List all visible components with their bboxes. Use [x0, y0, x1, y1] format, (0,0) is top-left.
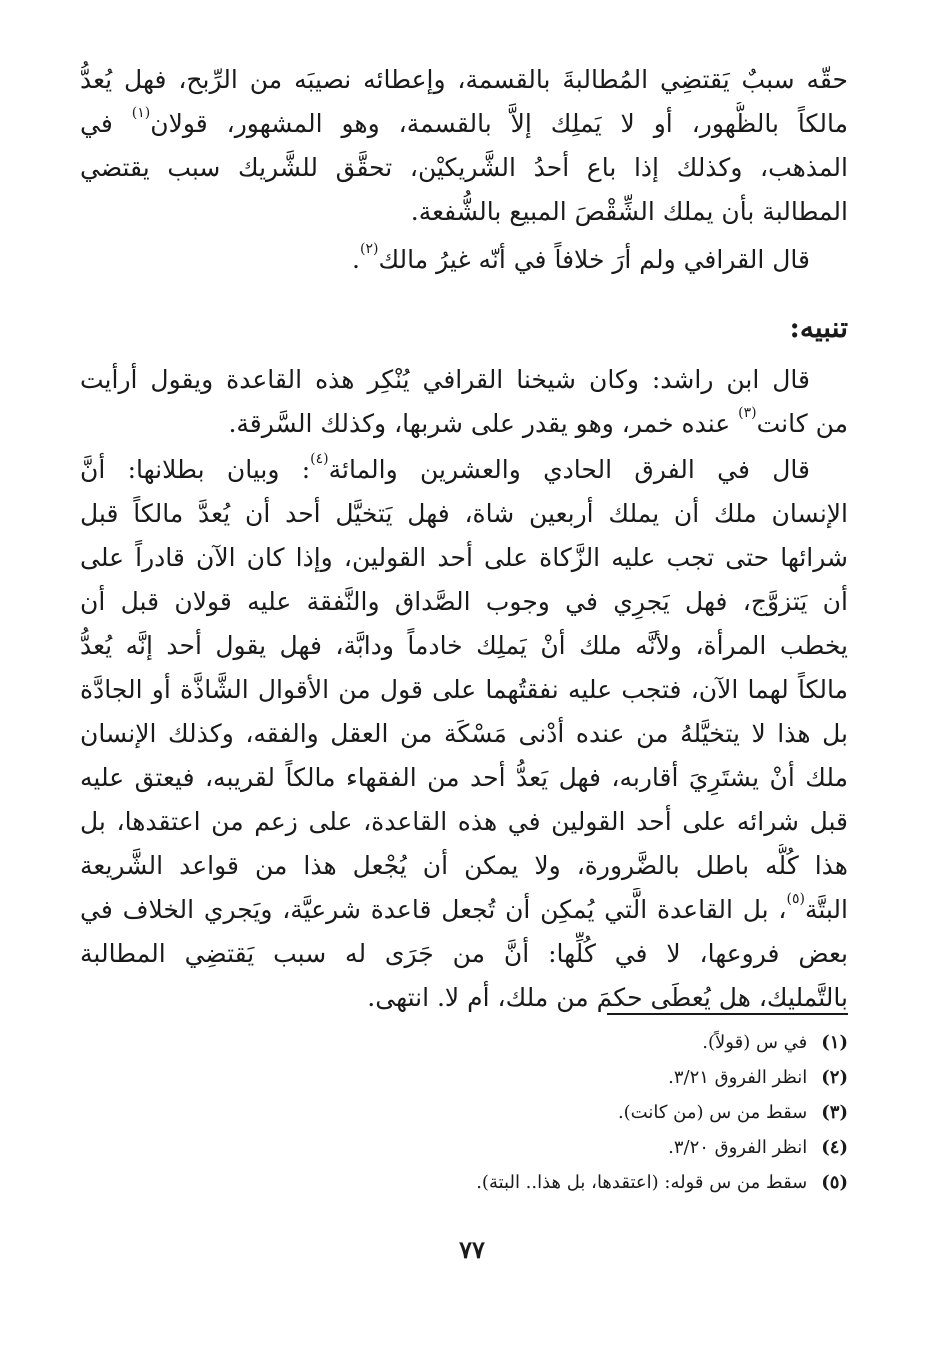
footnote-ref: (٣) [738, 404, 757, 421]
footnote-ref: (٢) [360, 240, 379, 257]
text-segment: قال القرافي ولم أرَ خلافاً في أنّه غيرُ مالك [378, 245, 810, 274]
text-line: يخطب المرأة، ولأنَّه ملك أنْ يَملِك خادماً ودابَّة، فهل يقول أحد إنَّه يُعدُّ [80, 631, 848, 660]
text-line: الإنسان ملك أن يملك أربعين شاة، فهل يَتخيَّل أحد أن يُعدَّ مالكاً قبل [80, 499, 848, 528]
footnote-number: (٢) [821, 1067, 848, 1088]
footnote-text: انظر الفروق ٣/٢١. [668, 1067, 808, 1088]
text-line [80, 402, 848, 446]
text-line: بعض فروعها، لا في كُلِّها: أنَّ من جَرَى له سبب يَقتضِي المطالبة [80, 939, 848, 968]
text-line: هذا كُلُّه باطل بالضَّرورة، ولا يمكن أن يُجْعل هذا من قواعد الشَّريعة [80, 851, 848, 880]
text-line: شرائها حتى تجب عليه الزَّكاة على أحد القولين، وإذا كان الآن قادراً على [80, 543, 848, 572]
footnote-item [148, 1165, 848, 1200]
text-segment: قال في الفرق الحادي والعشرين والمائة [328, 455, 810, 484]
footnote-number: (٣) [821, 1102, 848, 1123]
paragraph-2 [80, 238, 848, 282]
text-segment: في [80, 109, 113, 138]
footnote-item [148, 1095, 848, 1130]
text-line: المطالبة بأن يملك الشِّقْصَ المبيع بالشُّفعة. [410, 197, 848, 226]
text-line [80, 102, 848, 146]
footnote-item [148, 1025, 848, 1060]
text-segment: : وبيان بطلانها: أنَّ [80, 455, 311, 484]
text-segment: . [352, 245, 360, 274]
text-line: أن يَتزوَّج، فهل يَجرِي في وجوب الصَّداق والنَّفقة عليه قولان قبل أن [80, 587, 848, 616]
paragraph-4 [80, 448, 848, 1020]
text-segment: ، بل القاعدة الَّتي يُمكِن أن تُجعل قاعدة شرعيَّة، ويَجري الخلاف في [80, 895, 787, 924]
text-line: ملك أنْ يشتَرِيَ أقاربه، فهل يَعدُّ أحد من الفقهاء مالكاً لقريبه، فيعتق عليه [80, 763, 848, 792]
text-line [80, 238, 848, 282]
footnote-text: سقط من س (من كانت). [617, 1102, 808, 1123]
footnote-number: (٥) [821, 1172, 848, 1193]
text-line: مالكاً لهما الآن، فتجب عليه نفقتُهما على قول من الأقوال الشَّاذَّة أو الجادَّة [80, 675, 848, 704]
text-line: حقّه سببٌ يَقتضِي المُطالبةَ بالقسمة، وإعطائه نصيبَه من الرِّبح، فهل يُعدُّ [80, 65, 848, 94]
text-segment: عنده خمر، وهو يقدر على شربها، وكذلك السَّرقة. [228, 409, 731, 438]
footnote-ref: (١) [131, 104, 151, 121]
section-heading: تنبيه: [789, 311, 848, 344]
text-line: بالتَّمليك، هل يُعطَى حكمَ من ملك، أم لا. انتهى. [367, 983, 848, 1012]
footnote-item [148, 1060, 848, 1095]
text-line: المذهب، وكذلك إذا باع أحدُ الشَّريكيْن، تحقَّق للشَّريك سبب يقتضي [80, 153, 848, 182]
footnote-ref: (٤) [310, 450, 329, 467]
footnote-text: في س (قولاً). [702, 1032, 808, 1053]
footnote-item [148, 1130, 848, 1165]
paragraph-1 [80, 58, 848, 234]
text-line: قبل شرائه على أحد القولين في هذه القاعدة، على زعم من اعتقدها، بل [80, 807, 848, 836]
footnote-number: (١) [821, 1032, 848, 1053]
text-line: قال ابن راشد: وكان شيخنا القرافي يُنْكِر هذه القاعدة ويقول أرأيت [80, 365, 810, 394]
paragraph-3 [80, 358, 848, 446]
footnote-ref: (٥) [786, 890, 805, 907]
footnote-divider [607, 1013, 848, 1015]
text-segment: من كانت [756, 409, 848, 438]
text-line: بل هذا لا يتخيَّلهُ من عنده أدْنى مَسْكَة من العقل والفقه، وكذلك الإنسان [80, 719, 848, 748]
footnote-text: سقط من س قوله: (اعتقدها، بل هذا.. البتة). [476, 1172, 808, 1193]
text-line [80, 448, 848, 492]
text-segment: مالكاً بالظُّهور، أو لا يَملِك إلاَّ بالقسمة، وهو المشهور، قولان [150, 109, 848, 138]
text-segment: البتَّة [804, 895, 848, 924]
footnotes [148, 1025, 848, 1200]
text-line [80, 888, 848, 932]
page-number: ٧٧ [459, 1235, 485, 1264]
footnote-text: انظر الفروق ٣/٢٠. [668, 1137, 808, 1158]
footnote-number: (٤) [821, 1137, 848, 1158]
